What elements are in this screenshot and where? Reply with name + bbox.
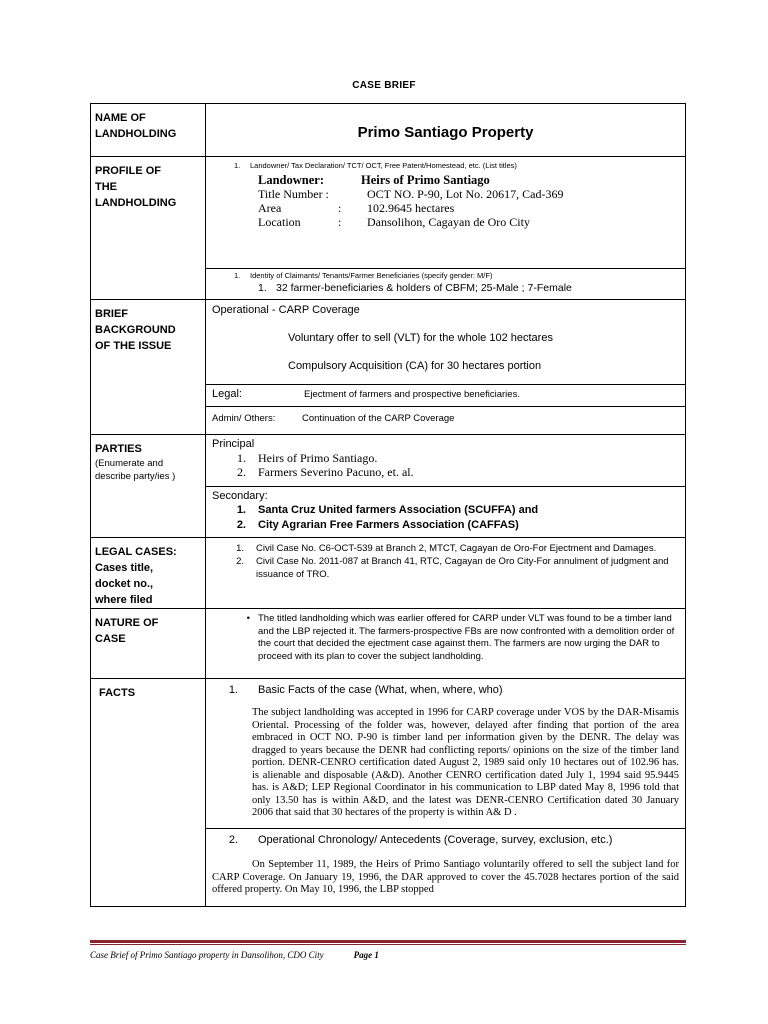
list-item <box>212 451 679 465</box>
footer-rule <box>90 940 686 943</box>
claimants-heading <box>212 271 679 281</box>
row-parties-principal <box>91 435 686 487</box>
item-text: Civil Case No. 2011-087 at Branch 41, RTC, Cagayan de Oro City-For annulment of judgment and issuance of TRO. <box>256 556 669 580</box>
bullet: • <box>246 613 250 624</box>
label-line: PARTIES <box>95 443 142 455</box>
item-heading-text: Basic Facts of the case (What, when, where, who) <box>258 684 503 696</box>
landowner-row <box>212 173 679 187</box>
nature-text: The titled landholding which was earlier offered for CARP under VLT was found to be a timber land and the LBP rejected it. The farmers-prospective FBs are now confronted with a demolition order of the court that decided the ejectment case against them. The farmers are now urging the DAR to proceed with its plan to cover the subject landholding. <box>258 613 675 662</box>
label-line: PROFILE OF <box>95 165 161 177</box>
label-line: NATURE OF <box>95 617 159 629</box>
label-line: Cases title, <box>95 562 154 574</box>
label-line: FACTS <box>99 687 136 699</box>
label-parties <box>91 435 206 538</box>
location-colon: : <box>338 215 342 229</box>
legal-cases-list <box>206 538 685 585</box>
label-line: CASE <box>95 633 126 645</box>
item-text: Farmers Severino Pacuno, et. al. <box>258 465 414 479</box>
landowner-key: Landowner: <box>258 173 324 187</box>
row-legal-cases <box>91 538 686 609</box>
title-number-value: OCT NO. P-90, Lot No. 20617, Cad-369 <box>367 187 564 201</box>
claimants-details <box>206 269 686 300</box>
item-number: 1. <box>234 161 241 170</box>
label-background <box>91 300 206 435</box>
label-line: OF THE ISSUE <box>95 340 172 352</box>
area-value: 102.9645 hectares <box>367 201 455 215</box>
item-number: 2. <box>228 834 238 846</box>
admin-value: Continuation of the CARP Coverage <box>302 413 455 424</box>
nature-item <box>212 613 679 663</box>
row-nature <box>91 609 686 679</box>
item-heading-text: Identity of Claimants/ Tenants/Farmer Beneficiaries (specify gender: M/F) <box>250 271 493 280</box>
label-line: LEGAL CASES: <box>95 546 177 558</box>
secondary-list <box>212 503 679 533</box>
value-landholding <box>206 104 686 157</box>
item-number: 2. <box>237 465 246 479</box>
label-legal-cases <box>91 538 206 609</box>
admin-key: Admin/ Others: <box>212 413 276 424</box>
footer-rule-thin <box>90 944 686 945</box>
item-text: Santa Cruz United farmers Association (SCUFFA) and <box>258 504 539 516</box>
location-key: Location <box>258 215 301 229</box>
item-number: 1. <box>236 504 246 516</box>
label-line: docket no., <box>95 578 154 590</box>
item-number: 1. <box>237 451 246 465</box>
list-item <box>212 503 679 518</box>
item-text: City Agrarian Free Farmers Association (CAFFAS) <box>258 519 519 531</box>
footer-text: Case Brief of Primo Santiago property in Dansolihon, CDO City <box>90 950 324 960</box>
list-item <box>212 555 679 581</box>
label-profile <box>91 157 206 300</box>
claimants-value: 32 farmer-beneficiaries & holders of CBFM; 25-Male ; 7-Female <box>276 282 572 294</box>
background-admin <box>206 407 686 435</box>
item-number: 1. <box>228 684 238 696</box>
item-number: 1. <box>236 543 244 554</box>
title-number-row <box>212 187 679 201</box>
case-brief-table <box>90 103 686 907</box>
row-profile <box>91 157 686 269</box>
area-row <box>212 201 679 215</box>
item-heading-text: Operational Chronology/ Antecedents (Coverage, survey, exclusion, etc.) <box>258 834 613 846</box>
footer <box>90 950 379 960</box>
label-line: LANDHOLDING <box>95 128 177 140</box>
landowner-value: Heirs of Primo Santiago <box>361 173 490 187</box>
background-legal <box>206 385 686 407</box>
principal-list <box>212 451 679 479</box>
item-heading-text: Landowner/ Tax Declaration/ TCT/ OCT, Free Patent/Homestead, etc. (List titles) <box>250 161 517 170</box>
row-landholding <box>91 104 686 157</box>
list-item <box>212 542 679 555</box>
item-number: 2. <box>236 556 244 567</box>
label-nature <box>91 609 206 679</box>
item-number: 1. <box>258 282 267 294</box>
label-line: where filed <box>95 594 153 606</box>
facts-chronology <box>206 829 686 907</box>
vlt-text: Voluntary offer to sell (VLT) for the whole 102 hectares <box>288 332 553 344</box>
ca-text: Compulsory Acquisition (CA) for 30 hectares portion <box>288 360 542 372</box>
row-facts-1 <box>91 679 686 829</box>
operational-text: Operational - CARP Coverage <box>212 304 360 316</box>
item-text: Civil Case No. C6-OCT-539 at Branch 2, MTCT, Cagayan de Oro-For Ejectment and Damages. <box>256 543 657 554</box>
parties-principal <box>206 435 686 487</box>
item-text: Heirs of Primo Santiago. <box>258 451 378 465</box>
secondary-label: Secondary: <box>212 490 268 502</box>
facts-item1-heading <box>212 683 679 697</box>
document-title: CASE BRIEF <box>352 80 416 91</box>
profile-details <box>206 157 686 269</box>
landholding-name: Primo Santiago Property <box>357 124 534 141</box>
label-line: NAME OF <box>95 112 146 124</box>
item-number: 2. <box>236 519 246 531</box>
title-number-key: Title Number : <box>258 187 329 201</box>
facts-item2-text: On September 11, 1989, the Heirs of Primo Santiago voluntarily offered to sell the subject land for CARP Coverage. On January 19, 1996, the DAR approved to cover the 45.7028 hectares portion of the said offered property. On May 10, 1996, the LBP stopped <box>212 859 679 895</box>
page-number: Page 1 <box>353 950 379 960</box>
legal-value: Ejectment of farmers and prospective beneficiaries. <box>304 389 520 400</box>
location-row <box>212 215 679 229</box>
label-landholding <box>91 104 206 157</box>
label-line: BACKGROUND <box>95 324 176 336</box>
label-subtext: (Enumerate and describe party/ies ) <box>95 458 176 482</box>
item-number: 1. <box>234 271 241 280</box>
background-operational <box>206 300 686 385</box>
area-key: Area <box>258 201 282 215</box>
row-background-operational <box>91 300 686 385</box>
label-line: THE <box>95 181 117 193</box>
profile-item-heading <box>212 161 679 171</box>
location-value: Dansolihon, Cagayan de Oro City <box>367 215 530 229</box>
label-line: LANDHOLDING <box>95 197 177 209</box>
area-colon: : <box>338 201 342 215</box>
principal-label: Principal <box>212 438 255 450</box>
parties-secondary <box>206 487 686 538</box>
nature-details <box>206 609 686 679</box>
legal-cases-details <box>206 538 686 609</box>
facts-item2-heading <box>212 833 679 847</box>
facts-basic <box>206 679 686 829</box>
list-item <box>212 518 679 533</box>
legal-key: Legal: <box>212 388 242 400</box>
list-item <box>212 465 679 479</box>
facts-item1-text: The subject landholding was accepted in 1996 for CARP coverage under VOS by the DAR-Misamis Oriental. Processing of the folder was, however, delayed after finding that portion of the area embraced in OCT NO. P-90 is timber land per information given by the DENR. The delay was dragged to years because the DENR had conflicting reports/ opinions on the size of the timber land portion. DENR-CENRO certification dated August 2, 1989 said only 10 hectares out of 102.96 has. is alienable and disposable (A&D). Another CENRO certification dated July 1, 1994 said 95.9445 has. is A&D; LEP Regional Coordinator in his communication to LBP dated May 8, 1996 told that only 13.50 has is within A&D, and the latest was DENR-CENRO Certification dated 30 January 2006 that said that 30 hectares of the property is within A& D . <box>252 707 679 818</box>
claimants-row <box>212 281 679 295</box>
label-facts <box>91 679 206 907</box>
label-line: BRIEF <box>95 308 128 320</box>
